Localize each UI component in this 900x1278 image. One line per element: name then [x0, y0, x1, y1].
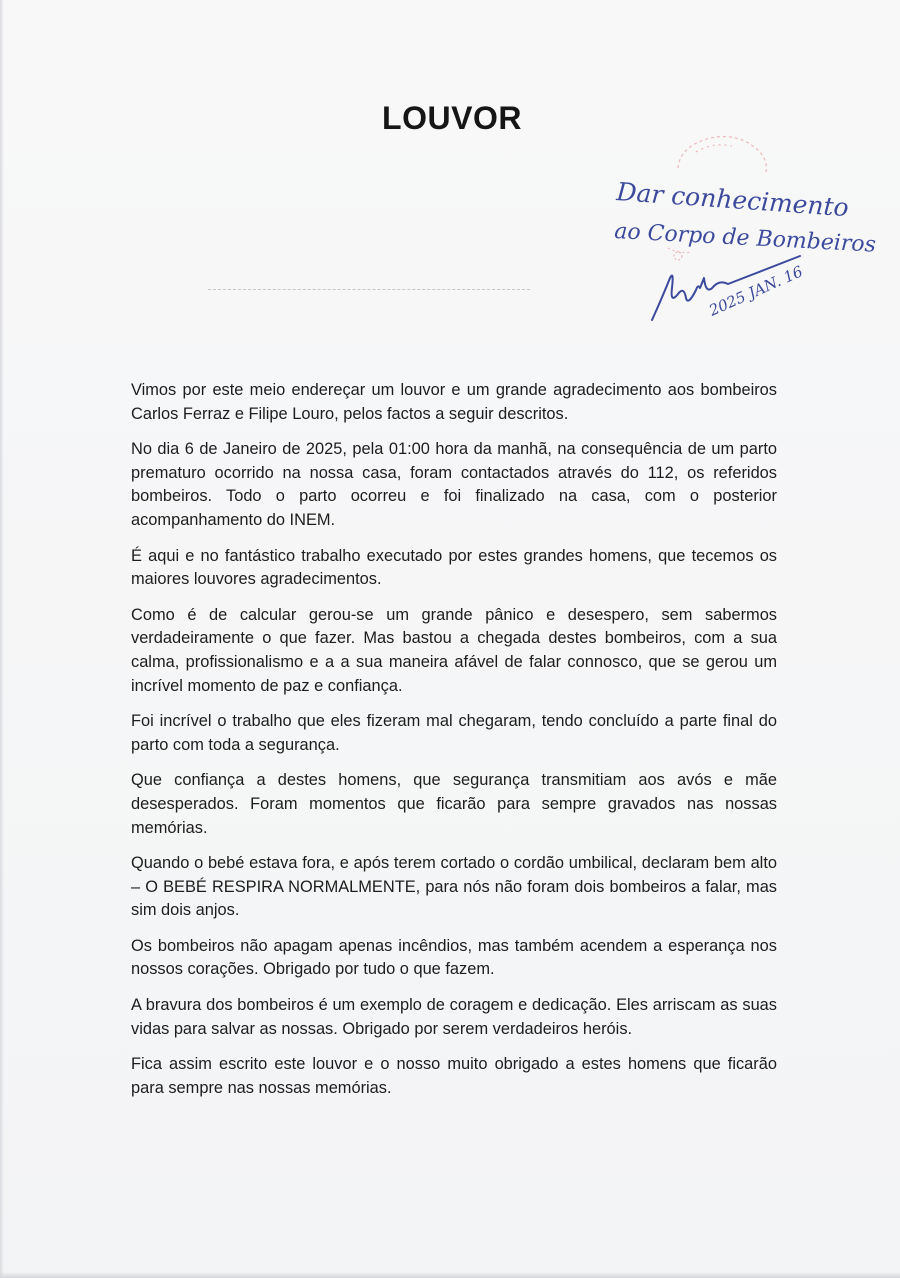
paragraph: É aqui e no fantástico trabalho executado por estes grandes homens, que tecemos os maiores louvores agradecimentos. [131, 546, 777, 589]
handwritten-annotation [600, 128, 880, 328]
paragraph: Fica assim escrito este louvor e o nosso muito obrigado a estes homens que ficarão para sempre nas nossas memórias. [131, 1055, 777, 1097]
annotation-line-2: ao Corpo de Bombeiros [613, 219, 877, 258]
scan-left-shadow [0, 0, 4, 1278]
document-body [131, 379, 777, 1112]
paragraph: Foi incrível o trabalho que eles fizeram mal chegaram, tendo concluído a parte final do parto com toda a segurança. [131, 712, 777, 754]
paragraph: Vimos por este meio endereçar um louvor e um grande agradecimento aos bombeiros Carlos Ferraz e Filipe Louro, pelos factos a seguir descritos. [131, 381, 777, 423]
paragraph: No dia 6 de Janeiro de 2025, pela 01:00 hora da manhã, na consequência de um parto prematuro ocorrido na nossa casa, foram contactados através do 112, os referidos bombeiros. Todo o parto ocorreu e foi finalizado na casa, com o posterior acompanhamento do INEM. [131, 440, 777, 529]
paragraph: Como é de calcular gerou-se um grande pânico e desespero, sem sabermos verdadeiramente o que fazer. Mas bastou a chegada destes bombeiros, com a sua calma, profissionalismo e a a sua maneira afável de falar connosco, que se gerou um incrível momento de paz e confiança. [131, 605, 777, 695]
paragraph: Quando o bebé estava fora, e após terem cortado o cordão umbilical, declaram bem alto – O BEBÉ RESPIRA NORMALMENTE, para nós não foram dois bombeiros a falar, mas sim dois anjos. [131, 854, 777, 920]
annotation-stamp-date: 2025 JAN. 16 [706, 262, 806, 320]
paragraph: A bravura dos bombeiros é um exemplo de coragem e dedicação. Eles arriscam as suas vidas para salvar as nossas. Obrigado por serem verdadeiros heróis. [131, 996, 777, 1038]
annotation-line-1: Dar conhecimento [615, 177, 850, 223]
document-title: LOUVOR [382, 100, 522, 136]
paragraph: Os bombeiros não apagam apenas incêndios, mas também acendem a esperança nos nossos corações. Obrigado por tudo o que fazem. [131, 936, 777, 979]
paragraph: Que confiança a destes homens, que segurança transmitiam aos avós e mãe desesperados. Foram momentos que ficarão para sempre gravados nas nossas memórias. [131, 771, 777, 837]
scan-bottom-edge [0, 1272, 900, 1278]
separator-line [208, 289, 530, 290]
